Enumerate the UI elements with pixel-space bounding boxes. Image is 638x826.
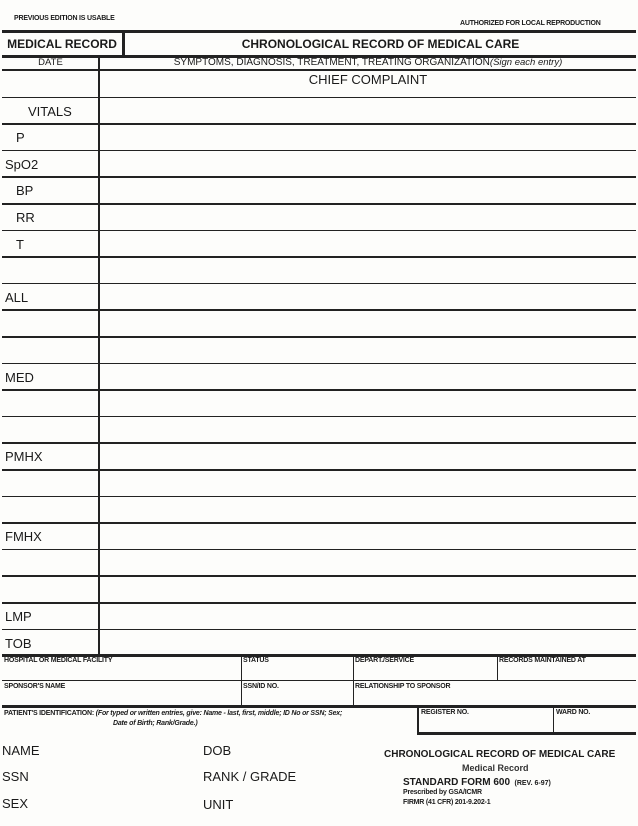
divider [353,656,354,706]
register-label: REGISTER NO. [421,709,469,716]
patient-id-title: PATIENT'S IDENTIFICATION: [4,710,94,717]
divider [417,732,636,735]
column-divider [98,57,100,655]
form-number [403,775,551,790]
rank-field-label: RANK / GRADE [203,769,297,784]
row-label: VITALS [28,103,72,119]
medical-record-label: MEDICAL RECORD [2,33,125,55]
hospital-label: HOSPITAL OR MEDICAL FACILITY [4,657,113,664]
row-label: ALL [5,289,29,305]
status-label: STATUS [243,657,269,664]
records-maintained-label: RECORDS MAINTAINED AT [499,657,586,664]
previous-edition-note: PREVIOUS EDITION IS USABLE [14,15,115,22]
divider [241,656,242,706]
row-label: LMP [5,609,32,624]
form-info-title: CHRONOLOGICAL RECORD OF MEDICAL CARE [384,749,616,760]
dob-field-label: DOB [203,743,232,758]
authorized-note: AUTHORIZED FOR LOCAL REPRODUCTION [460,20,601,27]
relationship-label: RELATIONSHIP TO SPONSOR [355,683,451,690]
row-label: SpO2 [5,156,39,172]
patient-id-note-cont: Date of Birth; Rank/Grade.) [113,720,198,727]
depart-label: DEPART./SERVICE [355,657,414,664]
divider [2,680,636,681]
firmr-note: FIRMR (41 CFR) 201-9.202-1 [403,799,491,806]
row-label: MED [5,369,34,385]
divider [553,706,554,734]
entries-column-header [100,57,636,69]
entries-column-label: SYMPTOMS, DIAGNOSIS, TREATMENT, TREATING ORGANIZATION [173,57,490,68]
row-label: BP [16,183,34,199]
row-label: RR [16,210,35,225]
patient-id-label [4,710,342,718]
divider [2,705,636,708]
form-info-subtitle: Medical Record [462,763,529,773]
sex-field-label: SEX [2,796,29,811]
sign-each-entry-note: (Sign each entry) [489,57,563,68]
row-label: PMHX [5,449,43,465]
chief-complaint-heading: CHIEF COMPLAINT [308,72,428,87]
date-column-header: DATE [38,57,63,68]
form-title: CHRONOLOGICAL RECORD OF MEDICAL CARE [241,37,520,51]
name-field-label: NAME [2,743,40,758]
sponsor-name-label: SPONSOR'S NAME [4,683,66,690]
row-label: T [16,236,24,252]
divider [417,706,419,734]
form-number-text: STANDARD FORM 600 [403,777,511,788]
form-revision: (REV. 6-97) [514,780,551,787]
unit-field-label: UNIT [203,797,234,812]
row-label: FMHX [5,529,42,545]
patient-id-note: (For typed or written entries, give: Name - last, first, middle; ID No or SSN; Sex; [95,710,343,717]
prescribed-note: Prescribed by GSA/ICMR [403,789,482,796]
ssn-field-label: SSN [2,769,29,784]
row-label: TOB [5,635,32,651]
ssn-id-label: SSN/ID NO. [243,683,279,690]
divider [497,656,498,681]
row-label: P [16,130,25,146]
ward-label: WARD NO. [556,709,591,716]
